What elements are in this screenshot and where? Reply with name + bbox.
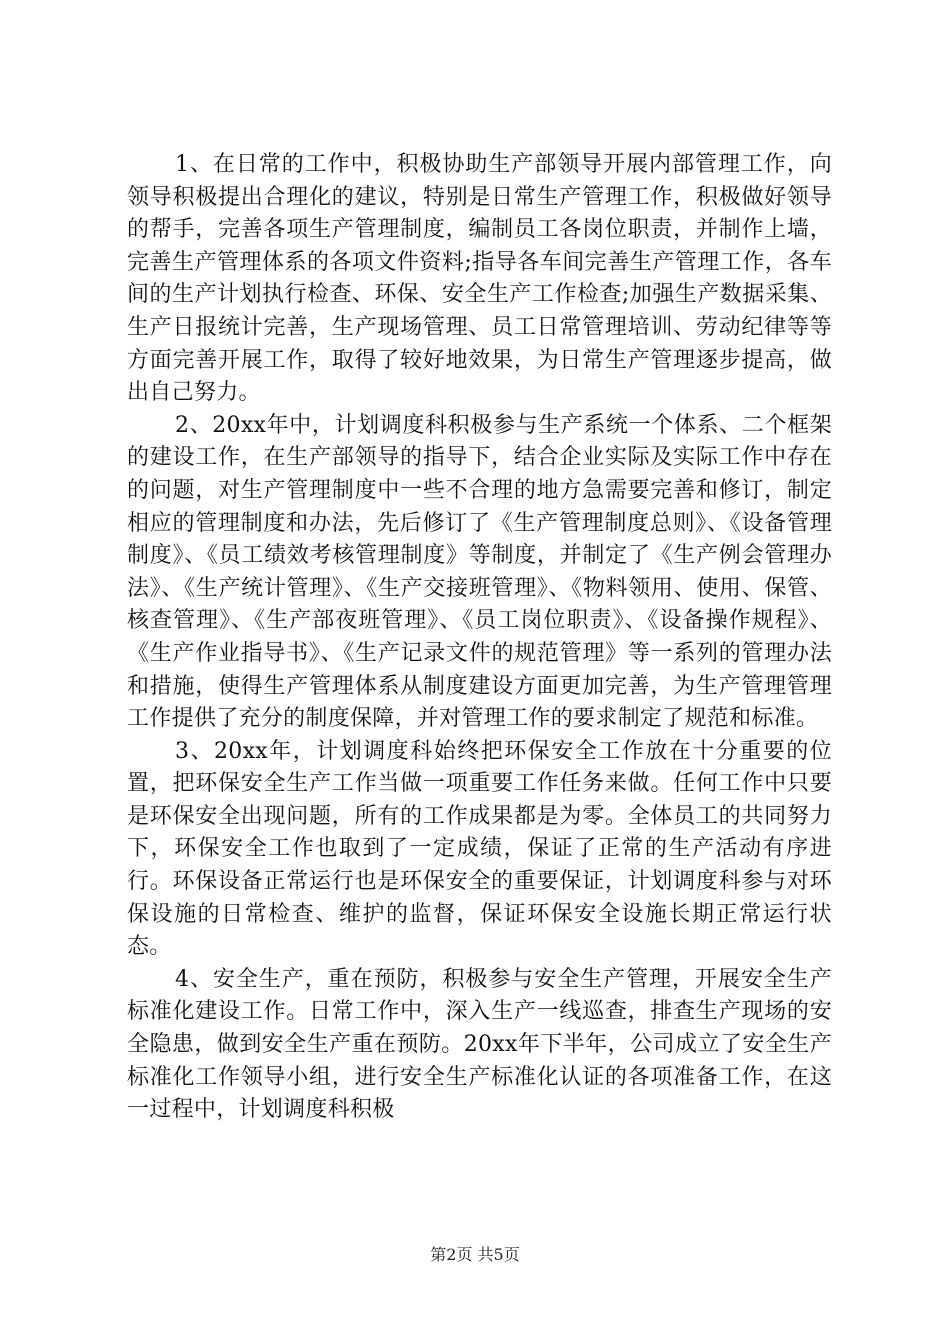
- paragraph-1: 1、在日常的工作中，积极协助生产部领导开展内部管理工作，向领导积极提出合理化的建议，特别是日常生产管理工作，积极做好领导的帮手，完善各项生产管理制度，编制员工各岗位职责，并制作上墙，完善生产管理体系的各项文件资料;指导各车间完善生产管理工作，各车间的生产计划执行检查、环保、安全生产工作检查;加强生产数据采集、生产日报统计完善，生产现场管理、员工日常管理培训、劳动纪律等等方面完善开展工作，取得了较好地效果，为日常生产管理逐步提高，做出自己努力。: [127, 152, 832, 406]
- page-number-footer: 第2页 共5页: [430, 1245, 520, 1264]
- paragraph-2: 2、20xx年中，计划调度科积极参与生产系统一个体系、二个框架的建设工作，在生产部领导的指导下，结合企业实际及实际工作中存在的问题，对生产管理制度中一些不合理的地方急需要完善和修订，制定相应的管理制度和办法，先后修订了《生产管理制度总则》、《设备管理制度》、《员工绩效考核管理制度》等制度，并制定了《生产例会管理办法》、《生产统计管理》、《生产交接班管理》、《物料领用、使用、保管、核查管理》、《生产部夜班管理》、《员工岗位职责》、《设备操作规程》、《生产作业指导书》、《生产记录文件的规范管理》等一系列的管理办法和措施，使得生产管理体系从制度建设方面更加完善，为生产管理管理工作提供了充分的制度保障，并对管理工作的要求制定了规范和标准。: [127, 412, 832, 732]
- paragraph-4: 4、安全生产，重在预防，积极参与安全生产管理，开展安全生产标准化建设工作。日常工作中，深入生产一线巡查，排查生产现场的安全隐患，做到安全生产重在预防。20xx年下半年，公司成立了安全生产标准化工作领导小组，进行安全生产标准化认证的各项准备工作，在这一过程中，计划调度科积极: [127, 966, 832, 1123]
- document-body: [127, 149, 832, 1127]
- paragraph-3: 3、20xx年，计划调度科始终把环保安全工作放在十分重要的位置，把环保安全生产工作当做一项重要工作任务来做。任何工作中只要是环保安全出现问题，所有的工作成果都是为零。全体员工的共同努力下，环保安全工作也取到了一定成绩，保证了正常的生产活动有序进行。环保设备正常运行也是环保安全的重要保证，计划调度科参与对环保设施的日常检查、维护的监督，保证环保安全设施长期正常运行状态。: [127, 738, 832, 960]
